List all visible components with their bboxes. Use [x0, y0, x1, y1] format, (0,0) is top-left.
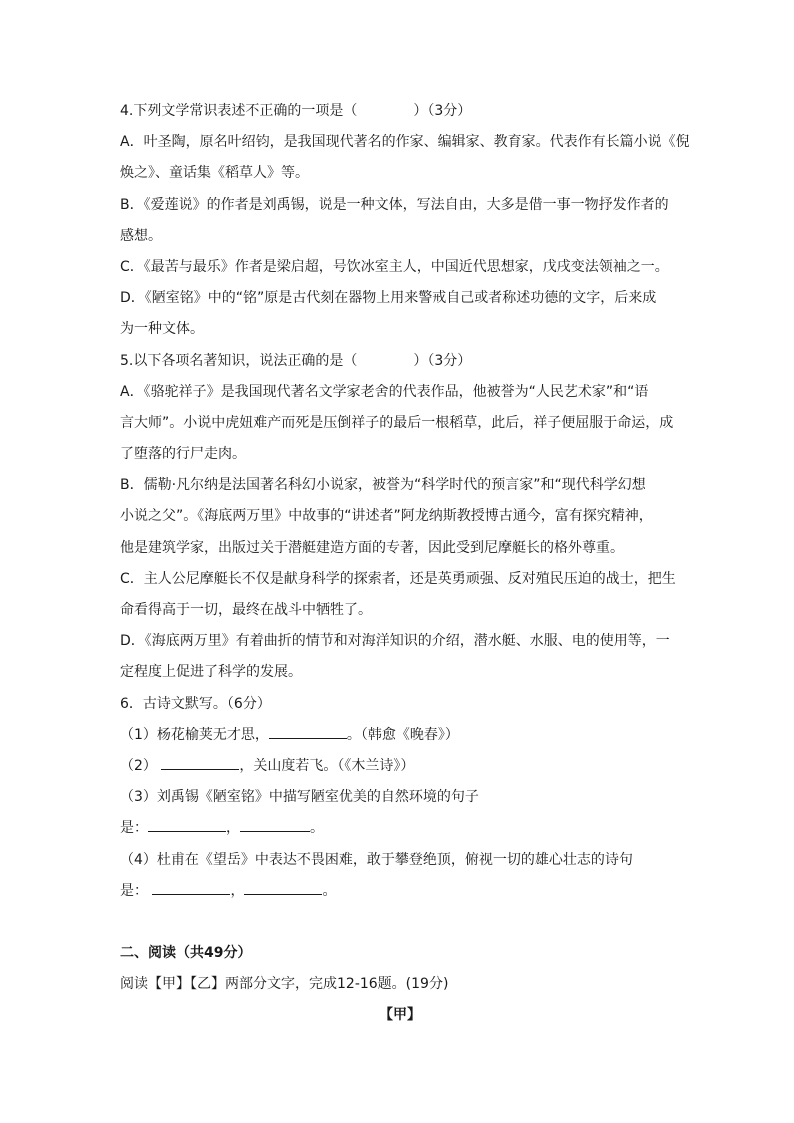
- q6-item4-separator: ，: [230, 882, 245, 899]
- q4-option-b-line1: B．《爱莲说》的作者是刘禹锡，说是一种文体，写法自由，大多是借一事一物抒发作者的: [120, 196, 669, 213]
- q6-item1-prefix: （1）杨花榆荚无才思，: [120, 726, 269, 743]
- q4-option-a-line2: 焕之》、童话集《稻草人》等。: [120, 165, 309, 182]
- q4-option-b-line2: 感想。: [120, 227, 162, 244]
- q5-option-b-line2: 小说之父”。《海底两万里》中故事的“讲述者”阿龙纳斯教授博古通今，富有探究精神，: [120, 508, 653, 525]
- q6-item4-answer-blank-2[interactable]: [244, 878, 322, 895]
- q6-item2: [120, 751, 680, 782]
- q6-item3-answer-blank-2[interactable]: [240, 815, 310, 832]
- section-2-intro: 阅读【甲】【乙】两部分文字，完成12-16题。(19分): [120, 976, 449, 993]
- q6-item4-answer-blank-1[interactable]: [152, 878, 230, 895]
- q6-item2-answer-blank[interactable]: [161, 753, 239, 770]
- q6-item3-prefix: 是：: [120, 820, 148, 837]
- q6-item4-prompt: （4）杜甫在《望岳》中表达不畏困难，敢于攀登绝顶，俯视一切的雄心壮志的诗句: [120, 851, 633, 868]
- q6-item4-answer: [120, 876, 680, 907]
- spacer: [120, 907, 680, 938]
- q5-option-a-line2: 言大师”。小说中虎妞难产而死是压倒祥子的最后一根稻草，此后，祥子便屈服于命运，成: [120, 414, 674, 431]
- q6-item3-separator: ，: [226, 820, 240, 837]
- q6-item3-answer: [120, 813, 680, 844]
- q4-stem: 4.下列文学常识表述不正确的一项是（ ）（3分）: [120, 103, 472, 119]
- q5-option-b-line1: B．儒勒·凡尔纳是法国著名科幻小说家，被誉为“科学时代的预言家”和“现代科学幻想: [120, 477, 646, 494]
- q5-stem: 5.以下各项名著知识，说法正确的是（ ）（3分）: [120, 352, 472, 369]
- exam-page: [120, 96, 690, 1032]
- q4-option-d-line1: D．《陋室铭》中的“铭”原是古代刻在器物上用来警戒自己或者称述功德的文字，后来成: [120, 290, 657, 307]
- q4-option-d-line2: 为一种文体。: [120, 321, 204, 338]
- q6-stem: 6．古诗文默写。（6分）: [120, 695, 271, 712]
- q5-option-a-line1: A．《骆驼祥子》是我国现代著名文学家老舍的代表作品，他被誉为“人民艺术家”和“语: [120, 383, 649, 400]
- q6-item1-suffix: 。（韩愈《晚春》）: [346, 726, 459, 743]
- q5-option-c-line1: C．主人公尼摩艇长不仅是献身科学的探索者，还是英勇顽强、反对殖民压迫的战士，把生: [120, 570, 676, 587]
- q6-item2-suffix: ，关山度若飞。（《木兰诗》）: [239, 757, 415, 774]
- q5-option-d-line2: 定程度上促进了科学的发展。: [120, 664, 302, 681]
- q4-option-a-line1: A．叶圣陶，原名叶绍钧，是我国现代著名的作家、编辑家、教育家。代表作有长篇小说《倪: [120, 134, 690, 151]
- q5-option-a-line3: 了堕落的行尸走肉。: [120, 446, 246, 463]
- q6-item3-answer-blank-1[interactable]: [148, 815, 226, 832]
- q4-option-c-line1: C．《最苦与最乐》作者是梁启超，号饮冰室主人，中国近代思想家，戊戌变法领袖之一。: [120, 258, 669, 275]
- q5-option-d-line1: D．《海底两万里》有着曲折的情节和对海洋知识的介绍，潜水艇、水服、电的使用等，一: [120, 633, 670, 650]
- section-2-title: 二、阅读（共49分）: [120, 945, 252, 962]
- passage-jia-heading: 【甲】: [379, 1007, 421, 1024]
- q6-item4-suffix: 。: [322, 882, 337, 899]
- q6-item4-prefix: 是：: [120, 882, 148, 899]
- q6-item1: [120, 720, 680, 751]
- q5-option-b-line3: 他是建筑学家，出版过关于潜艇建造方面的专著，因此受到尼摩艇长的格外尊重。: [120, 539, 624, 556]
- q6-item2-prefix: （2）: [120, 757, 157, 774]
- q5-option-c-line2: 命看得高于一切，最终在战斗中牺牲了。: [120, 602, 372, 618]
- q6-item1-answer-blank[interactable]: [269, 722, 347, 739]
- q6-item3-prompt: （3）刘禹锡《陋室铭》中描写陋室优美的自然环境的句子: [120, 789, 479, 806]
- q6-item3-suffix: 。: [310, 820, 324, 837]
